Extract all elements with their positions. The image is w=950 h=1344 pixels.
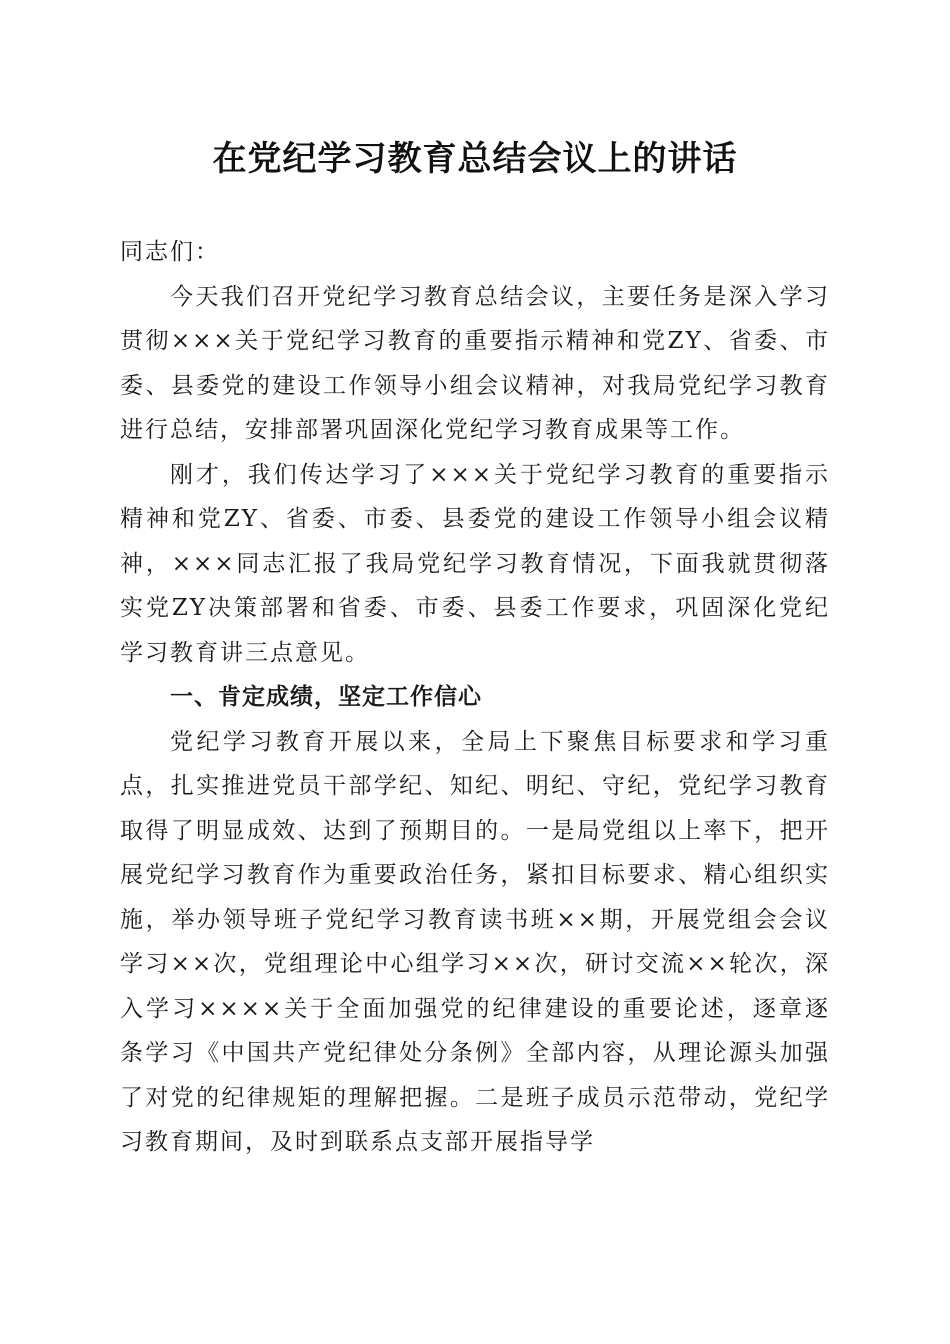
document-body bbox=[120, 230, 830, 1165]
paragraph-summary: 刚才，我们传达学习了×××关于党纪学习教育的重要指示精神和党ZY、省委、市委、县委党的建设工作领导小组会议精神，×××同志汇报了我局党纪学习教育情况，下面我就贯彻落实党ZY决策部署和省委、市委、县委工作要求，巩固深化党纪学习教育讲三点意见。 bbox=[120, 461, 830, 666]
section-heading: 一、肯定成绩，坚定工作信心 bbox=[170, 684, 482, 710]
paragraph-section-one: 党纪学习教育开展以来，全局上下聚焦目标要求和学习重点，扎实推进党员干部学纪、知纪、明纪、守纪，党纪学习教育取得了明显成效、达到了预期目的。一是局党组以上率下，把开展党纪学习教育作为重要政治任务，紧扣目标要求、精心组织实施，举办领导班子党纪学习教育读书班××期，开展党组会会议学习××次，党组理论中心组学习××次，研讨交流××轮次，深入学习××××关于全面加强党的纪律建设的重要论述，逐章逐条学习《中国共产党纪律处分条例》全部内容，从理论源头加强了对党的纪律规矩的理解把握。二是班子成员示范带动，党纪学习教育期间，及时到联系点支部开展指导学 bbox=[120, 728, 830, 1155]
document-title: 在党纪学习教育总结会议上的讲话 bbox=[212, 139, 738, 179]
greeting: 同志们： bbox=[120, 239, 220, 265]
paragraph-opening: 今天我们召开党纪学习教育总结会议，主要任务是深入学习贯彻×××关于党纪学习教育的重要指示精神和党ZY、省委、市委、县委党的建设工作领导小组会议精神，对我局党纪学习教育进行总结，安排部署巩固深化党纪学习教育成果等工作。 bbox=[120, 283, 830, 443]
